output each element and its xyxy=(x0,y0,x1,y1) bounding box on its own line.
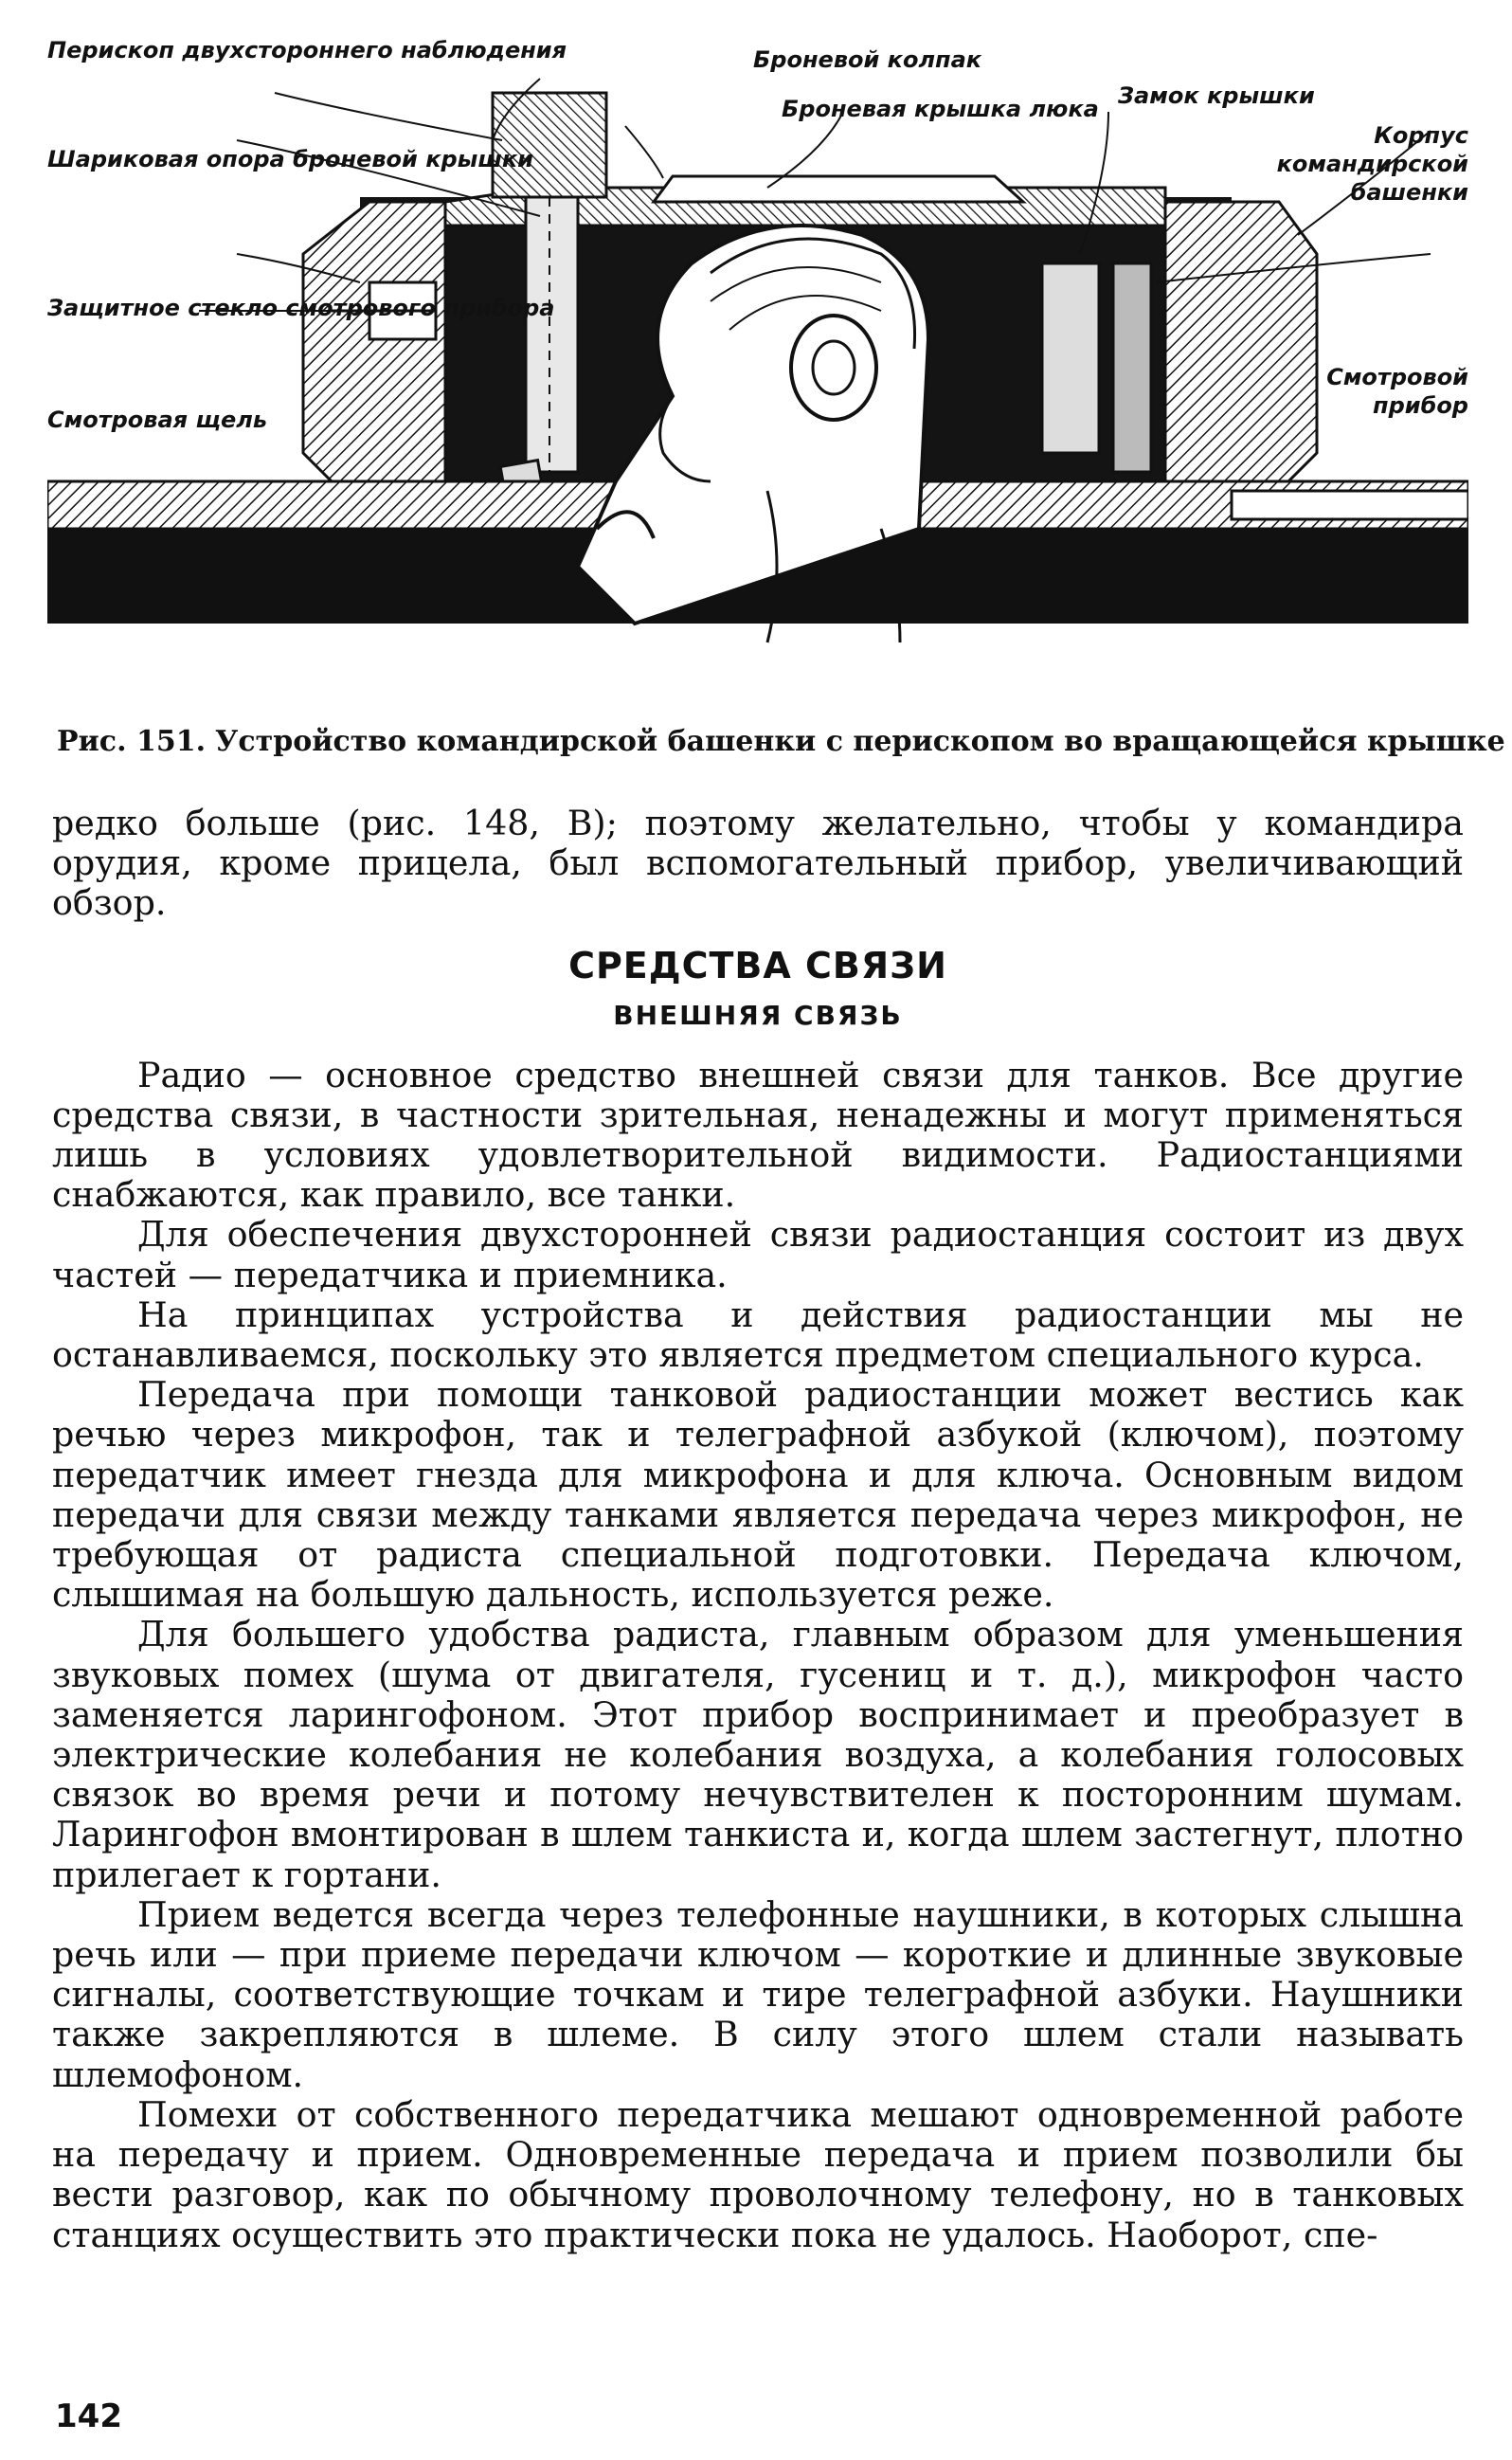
caption-text: Устройство командирской башенки с перископом во вращающейся крышке xyxy=(215,725,1505,758)
viewing-device-shape xyxy=(1042,263,1099,453)
headphone-earpiece xyxy=(791,316,876,420)
figure-caption xyxy=(57,725,1505,758)
label-ball-support: Шариковая опора броневой крышки xyxy=(47,146,533,172)
label-viewing-device: Смотровой прибор xyxy=(1326,364,1468,419)
label-cover-lock: Замок крышки xyxy=(1118,82,1315,109)
armored-cap-shape xyxy=(654,176,1023,202)
paragraph-interference: Помехи от собственного передатчика мешают одновременной работе на передачу и прием. Одновременные передача и прием позволили бы вести разговор, как по обычному проволочному телефону, но в танковых станциях осуществить это практически пока не удалось. Наоборот, спе- xyxy=(52,2093,1464,2255)
section-title: СРЕДСТВА СВЯЗИ xyxy=(568,944,947,986)
figure-151 xyxy=(47,36,1468,680)
label-hatch-cover: Броневая крышка люка xyxy=(782,96,1099,122)
paragraph-reception: Прием ведется всегда через телефонные наушники, в которых слышна речь или — при приеме передачи ключом — короткие и длинные звуковые сигналы, соответствующие точкам и тире телеграфной азбуки. Наушники также закрепляются в шлеме. В силу этого шлем стали называть шлемофоном. xyxy=(52,1893,1464,2095)
label-cupola-body: Корпус командирской башенки xyxy=(1276,122,1468,206)
right-wall xyxy=(1165,202,1317,491)
label-periscope: Перископ двухстороннего наблюдения xyxy=(47,37,567,63)
cupola-illustration xyxy=(47,36,1468,680)
paragraph-laryngophone: Для большего удобства радиста, главным образом для уменьшения звуковых помех (шума от двигателя, гусениц и т. д.), микрофон часто заменяется ларингофоном. Этот прибор воспринимает и преобразует в электрические колебания не колебания воздуха, а колебания голосовых связок во время речи и потому нечувствителен к посторонним шумам. Ларингофон вмонтирован в шлем танкиста и, когда шлем застегнут, плотно прилегает к гортани. xyxy=(52,1614,1464,1895)
paragraph-continued: редко больше (рис. 148, B); поэтому желательно, чтобы у командира орудия, кроме прицела, был вспомогательный прибор, увеличивающий обзор. xyxy=(52,803,1464,924)
caption-number: Рис. 151. xyxy=(57,725,207,758)
label-armored-cap: Броневой колпак xyxy=(753,46,982,73)
paragraph-two-way: Для обеспечения двухсторонней связи радиостанция состоит из двух частей — передатчика и приемника. xyxy=(52,1214,1464,1295)
paragraph-radio: Радио — основное средство внешней связи для танков. Все другие средства связи, в частности зрительная, ненадежны и могут применяться лишь в условиях удовлетворительной видимости. Радиостанциями снабжаются, как правило, все танки. xyxy=(52,1054,1464,1216)
page-number: 142 xyxy=(55,2397,122,2435)
paragraph-principles: На принципах устройства и действия радиостанции мы не останавливаемся, поскольку это является предметом специального курса. xyxy=(52,1293,1464,1376)
label-protective-glass: Защитное стекло смотрового прибора xyxy=(47,295,555,321)
periscope-tube xyxy=(526,197,578,472)
subsection-title: ВНЕШНЯЯ СВЯЗЬ xyxy=(613,999,903,1031)
left-wall xyxy=(303,202,445,481)
label-viewing-slit: Смотровая щель xyxy=(47,407,268,433)
paragraph-transmission: Передача при помощи танковой радиостанции может вестись как речью через микрофон, так и телеграфной азбукой (ключом), поэтому передатчик имеет гнезда для микрофона и для ключа. Основным видом передачи для связи между танками является передача через микрофон, не требующая от радиста специальной подготовки. Передача ключом, слышимая на большую дальность, используется реже. xyxy=(52,1374,1464,1616)
body-text xyxy=(52,804,1464,2255)
